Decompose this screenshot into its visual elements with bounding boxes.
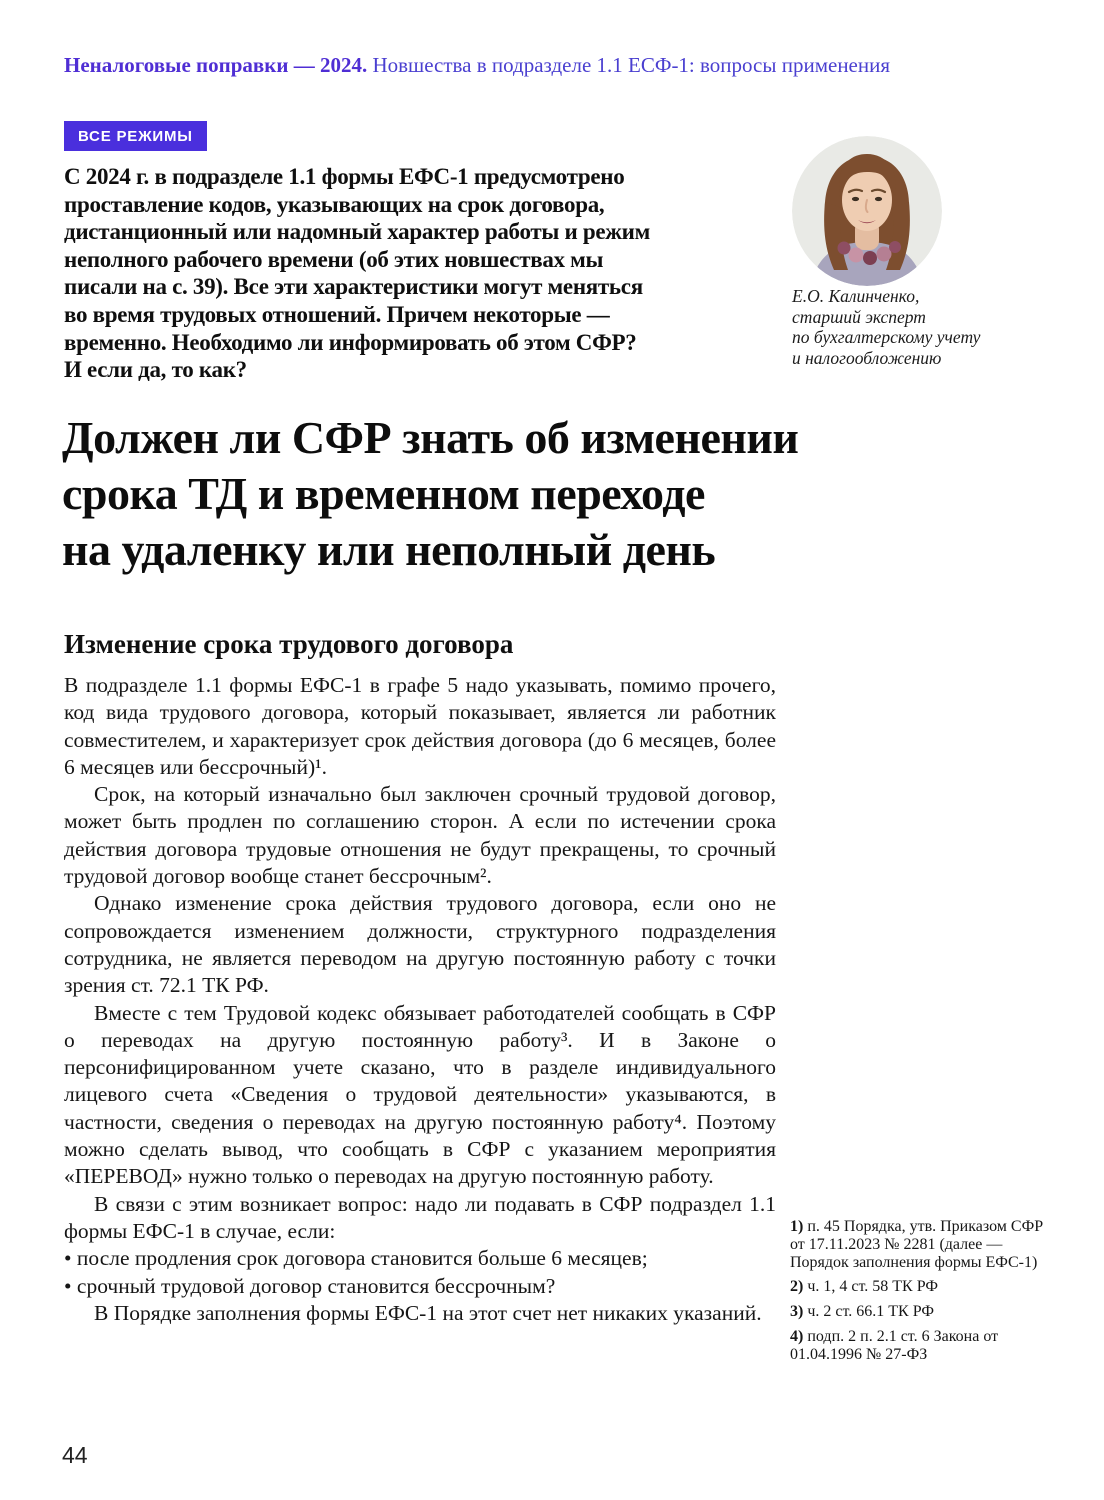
lead-paragraph <box>64 163 794 384</box>
footnote-number: 2) <box>790 1278 804 1296</box>
lead-line: временно. Необходимо ли информировать об этом СФР? <box>64 329 637 355</box>
footnote-text: подп. 2 п. 2.1 ст. 6 Закона от 01.04.1996 № 27-ФЗ <box>790 1327 999 1363</box>
footnote <box>790 1278 1044 1296</box>
author-role-line: и налогообложению <box>792 347 942 368</box>
lead-line: проставление кодов, указывающих на срок договора, <box>64 191 605 217</box>
section-heading: Изменение срока трудового договора <box>64 629 514 659</box>
paragraph: В связи с этим возникает вопрос: надо ли подавать в СФР подраздел 1.1 формы ЕФС-1 в случае, если: <box>64 1191 776 1243</box>
footnote-number: 4) <box>790 1327 804 1345</box>
paragraph: В подразделе 1.1 формы ЕФС-1 в графе 5 надо указывать, помимо прочего, код вида трудового договора, который показывает, является ли работник совместителем, и характеризует срок действия договора (до 6 месяцев, более 6 месяцев или бессрочный)¹. <box>64 673 776 779</box>
author-name: Е.О. Калинченко, <box>792 286 920 306</box>
lead-line: писали на с. 39). Все эти характеристики могут меняться <box>64 274 643 300</box>
paragraph: Срок, на который изначально был заключен срочный трудовой договор, может быть продлен по соглашению сторон. А если по истечении срока действия договора трудовые отношения не будут прекращены, то срочный трудовой договор вообще станет бессрочным². <box>64 782 776 889</box>
lead-line: во время трудовых отношений. Причем некоторые — <box>64 301 610 327</box>
lead-line: С 2024 г. в подразделе 1.1 формы ЕФС-1 предусмотрено <box>64 164 625 189</box>
lead-line: И если да, то как? <box>64 357 247 383</box>
bullet-item: • после продления срок договора становится больше 6 месяцев; <box>64 1246 648 1271</box>
lead-line: дистанционный или надомный характер работы и режим <box>64 219 650 245</box>
article-body <box>64 672 776 1327</box>
page-header <box>64 52 1044 78</box>
regime-badge: ВСЕ РЕЖИМЫ <box>64 121 207 151</box>
footnote <box>790 1328 1044 1364</box>
article-title <box>62 410 1062 578</box>
footnote <box>790 1218 1044 1271</box>
paragraph: В Порядке заполнения формы ЕФС-1 на этот счет нет никаких указаний. <box>94 1300 762 1325</box>
footnote-text: ч. 2 ст. 66.1 ТК РФ <box>807 1303 934 1321</box>
author-role-line: старший эксперт <box>792 306 926 327</box>
paragraph: Однако изменение срока действия трудового договора, если оно не сопровождается изменением должности, структурного подразделения сотрудника, не является переводом на другую постоянную работу с точки зрения ст. 72.1 ТК РФ. <box>64 891 776 998</box>
footnote <box>790 1303 1044 1321</box>
bullet-item: • срочный трудовой договор становится бессрочным? <box>64 1273 556 1298</box>
author-caption <box>792 286 1042 368</box>
page-number: 44 <box>62 1442 88 1468</box>
lead-line: неполного рабочего времени (об этих новшествах мы <box>64 246 604 272</box>
footnote-text: ч. 1, 4 ст. 58 ТК РФ <box>807 1278 938 1296</box>
footnotes <box>790 1218 1044 1371</box>
paragraph: Вместе с тем Трудовой кодекс обязывает работодателей сообщать в СФР о переводах на другую постоянную работу³. И в Законе о персонифицированном учете сказано, что в разделе индивидуального лицевого счета «Сведения о трудовой деятельности» указываются, в частности, сведения о переводах на другую постоянную работу⁴. Поэтому можно сделать вывод, что сообщать в СФР с указанием мероприятия «ПЕРЕВОД» нужно только о переводах на другую постоянную работу. <box>64 1000 776 1189</box>
author-role-line: по бухгалтерскому учету <box>792 327 981 347</box>
header-topic: Неналоговые поправки — 2024. <box>64 53 368 77</box>
headline-line: срока ТД и временном переходе <box>62 468 705 519</box>
headline-line: на удаленку или неполный день <box>62 524 716 575</box>
footnote-number: 1) <box>790 1218 804 1235</box>
headline-line: Должен ли СФР знать об изменении <box>62 412 799 463</box>
header-subtitle: Новшества в подразделе 1.1 ЕСФ-1: вопросы применения <box>372 53 891 77</box>
footnote-number: 3) <box>790 1303 804 1321</box>
footnote-text: п. 45 Порядка, утв. Приказом СФР от 17.11.2023 № 2281 (далее — Порядок заполнения формы ЕФС-1) <box>790 1218 1044 1271</box>
author-photo <box>792 136 942 286</box>
